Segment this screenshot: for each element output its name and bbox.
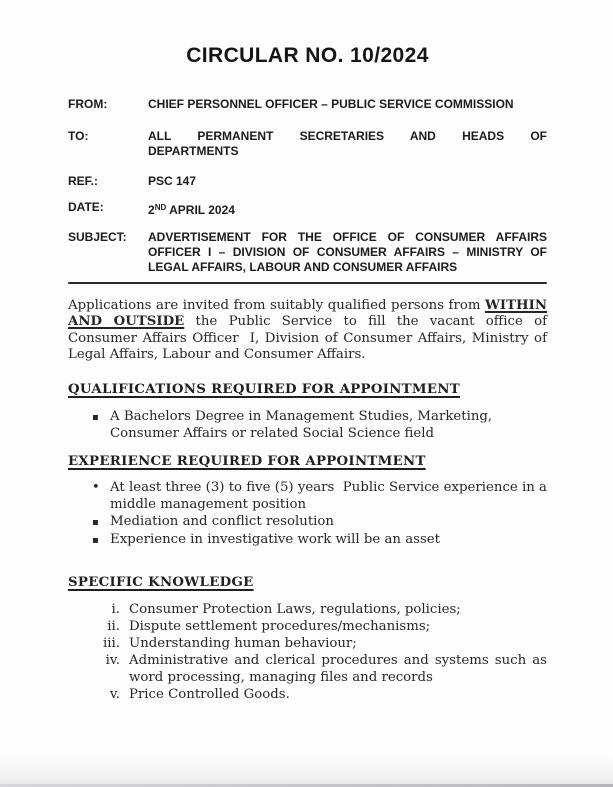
specific-knowledge-heading: SPECIFIC KNOWLEDGE — [68, 575, 254, 591]
from-label: FROM: — [68, 97, 108, 111]
to-value — [148, 129, 547, 159]
qualifications-list — [68, 408, 547, 442]
subject-line2: OFFICER I – DIVISION OF CONSUMER AFFAIRS – MINISTRY OF — [148, 245, 547, 259]
roman-numeral: i. — [111, 602, 120, 618]
roman-numeral: ii. — [107, 619, 120, 635]
intro-emphasis-within-and-outside: WITHIN AND OUTSIDE — [68, 298, 547, 330]
roman-numeral: iii. — [103, 636, 120, 652]
intro-text-end: the Public Service to fill the vacant office of Consumer Affairs Officer I, Division of Consumer Affairs, Ministry of Legal Affairs, Labour and Consumer Affairs. — [68, 314, 548, 362]
list-item — [68, 531, 547, 549]
subject-label: SUBJECT: — [68, 230, 127, 244]
to-value-line1: ALL PERMANENT SECRETARIES AND HEADS OF — [148, 129, 547, 143]
to-row — [68, 129, 547, 159]
date-label: DATE: — [68, 200, 104, 214]
ref-label: REF.: — [68, 174, 98, 188]
experience-list — [68, 479, 547, 549]
subject-line3: LEGAL AFFAIRS, LABOUR AND CONSUMER AFFAIRS — [148, 260, 458, 274]
memo-header-block — [68, 97, 547, 275]
experience-heading: EXPERIENCE REQUIRED FOR APPOINTMENT — [68, 454, 426, 470]
ref-row — [68, 174, 547, 189]
experience-item-text: At least three (3) to five (5) years Public Service experience in a middle management position — [110, 480, 547, 513]
list-item — [68, 479, 547, 513]
header-divider-rule — [68, 282, 547, 284]
experience-item-text: Experience in investigative work will be an asset — [110, 532, 440, 548]
square-bullet-icon: ▪ — [92, 517, 99, 529]
intro-paragraph — [68, 298, 547, 363]
date-value — [148, 200, 547, 218]
date-day: 2 — [148, 203, 155, 217]
intro-text-start: Applications are invited from suitably qualified persons from — [68, 298, 485, 313]
list-item — [68, 618, 547, 635]
knowledge-item-text: Understanding human behaviour; — [129, 636, 357, 652]
qualification-item-text: A Bachelors Degree in Management Studies, Marketing, Consumer Affairs or related Social Science field — [110, 409, 493, 442]
knowledge-item-text: Dispute settlement procedures/mechanisms; — [129, 619, 431, 635]
subject-value — [148, 230, 547, 275]
subject-row — [68, 230, 547, 275]
subject-line1: ADVERTISEMENT FOR THE OFFICE OF CONSUMER AFFAIRS — [148, 230, 547, 244]
knowledge-item-text: Administrative and clerical procedures and systems such as word processing, managing files and records — [129, 653, 547, 686]
date-ordinal: ND — [154, 203, 167, 212]
roman-numeral: v. — [109, 687, 120, 703]
experience-item-text: Mediation and conflict resolution — [110, 514, 334, 530]
roman-numeral: iv. — [105, 653, 120, 669]
list-item — [68, 408, 547, 442]
square-bullet-icon: ▪ — [92, 535, 99, 547]
page-content — [68, 0, 547, 703]
round-bullet-icon: • — [92, 480, 100, 496]
page-title: CIRCULAR NO. 10/2024 — [186, 44, 429, 67]
square-bullet-icon: ▪ — [92, 412, 99, 424]
to-value-line2: DEPARTMENTS — [148, 144, 239, 158]
list-item — [68, 686, 547, 703]
knowledge-item-text: Consumer Protection Laws, regulations, policies; — [129, 602, 461, 618]
list-item — [68, 513, 547, 531]
list-item — [68, 601, 547, 618]
list-item — [68, 635, 547, 652]
knowledge-item-text: Price Controlled Goods. — [129, 687, 290, 703]
qualifications-heading: QUALIFICATIONS REQUIRED FOR APPOINTMENT — [68, 382, 460, 398]
date-row — [68, 200, 547, 218]
to-label: TO: — [68, 129, 89, 143]
list-item — [68, 652, 547, 686]
from-value: CHIEF PERSONNEL OFFICER – PUBLIC SERVICE COMMISSION — [148, 97, 514, 111]
ref-value: PSC 147 — [148, 174, 197, 188]
date-month-year: APRIL 2024 — [166, 203, 235, 217]
from-row — [68, 97, 547, 112]
specific-knowledge-list — [68, 601, 547, 703]
